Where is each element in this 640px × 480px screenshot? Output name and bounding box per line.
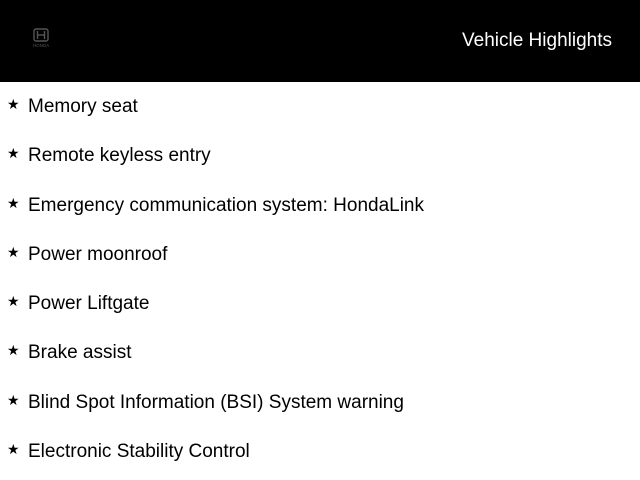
feature-label: Electronic Stability Control [28, 441, 250, 463]
list-item [0, 82, 640, 131]
feature-label: Power moonroof [28, 243, 168, 265]
star-icon: ★ [7, 342, 20, 359]
star-icon: ★ [7, 96, 20, 112]
star-icon: ★ [7, 243, 20, 260]
logo-text: HONDA [32, 43, 50, 48]
header-bar [0, 0, 640, 82]
star-icon: ★ [7, 194, 20, 211]
list-item [0, 427, 640, 476]
list-item [0, 181, 640, 230]
page-title: Vehicle Highlights [462, 30, 612, 51]
feature-label: Memory seat [28, 96, 138, 117]
star-icon: ★ [7, 441, 20, 458]
feature-label: Emergency communication system: HondaLink [28, 194, 425, 216]
feature-label: Remote keyless entry [28, 145, 211, 167]
feature-label: Power Liftgate [28, 293, 150, 315]
list-item [0, 328, 640, 377]
list-item [0, 279, 640, 328]
list-item [0, 131, 640, 180]
list-item [0, 378, 640, 427]
feature-label: Brake assist [28, 342, 132, 364]
vehicle-highlights-list [0, 82, 640, 476]
star-icon: ★ [7, 293, 20, 310]
star-icon: ★ [7, 391, 20, 408]
feature-label: Blind Spot Information (BSI) System warning [28, 391, 404, 413]
star-icon: ★ [7, 145, 20, 162]
honda-logo-icon [28, 28, 54, 48]
list-item [0, 230, 640, 279]
